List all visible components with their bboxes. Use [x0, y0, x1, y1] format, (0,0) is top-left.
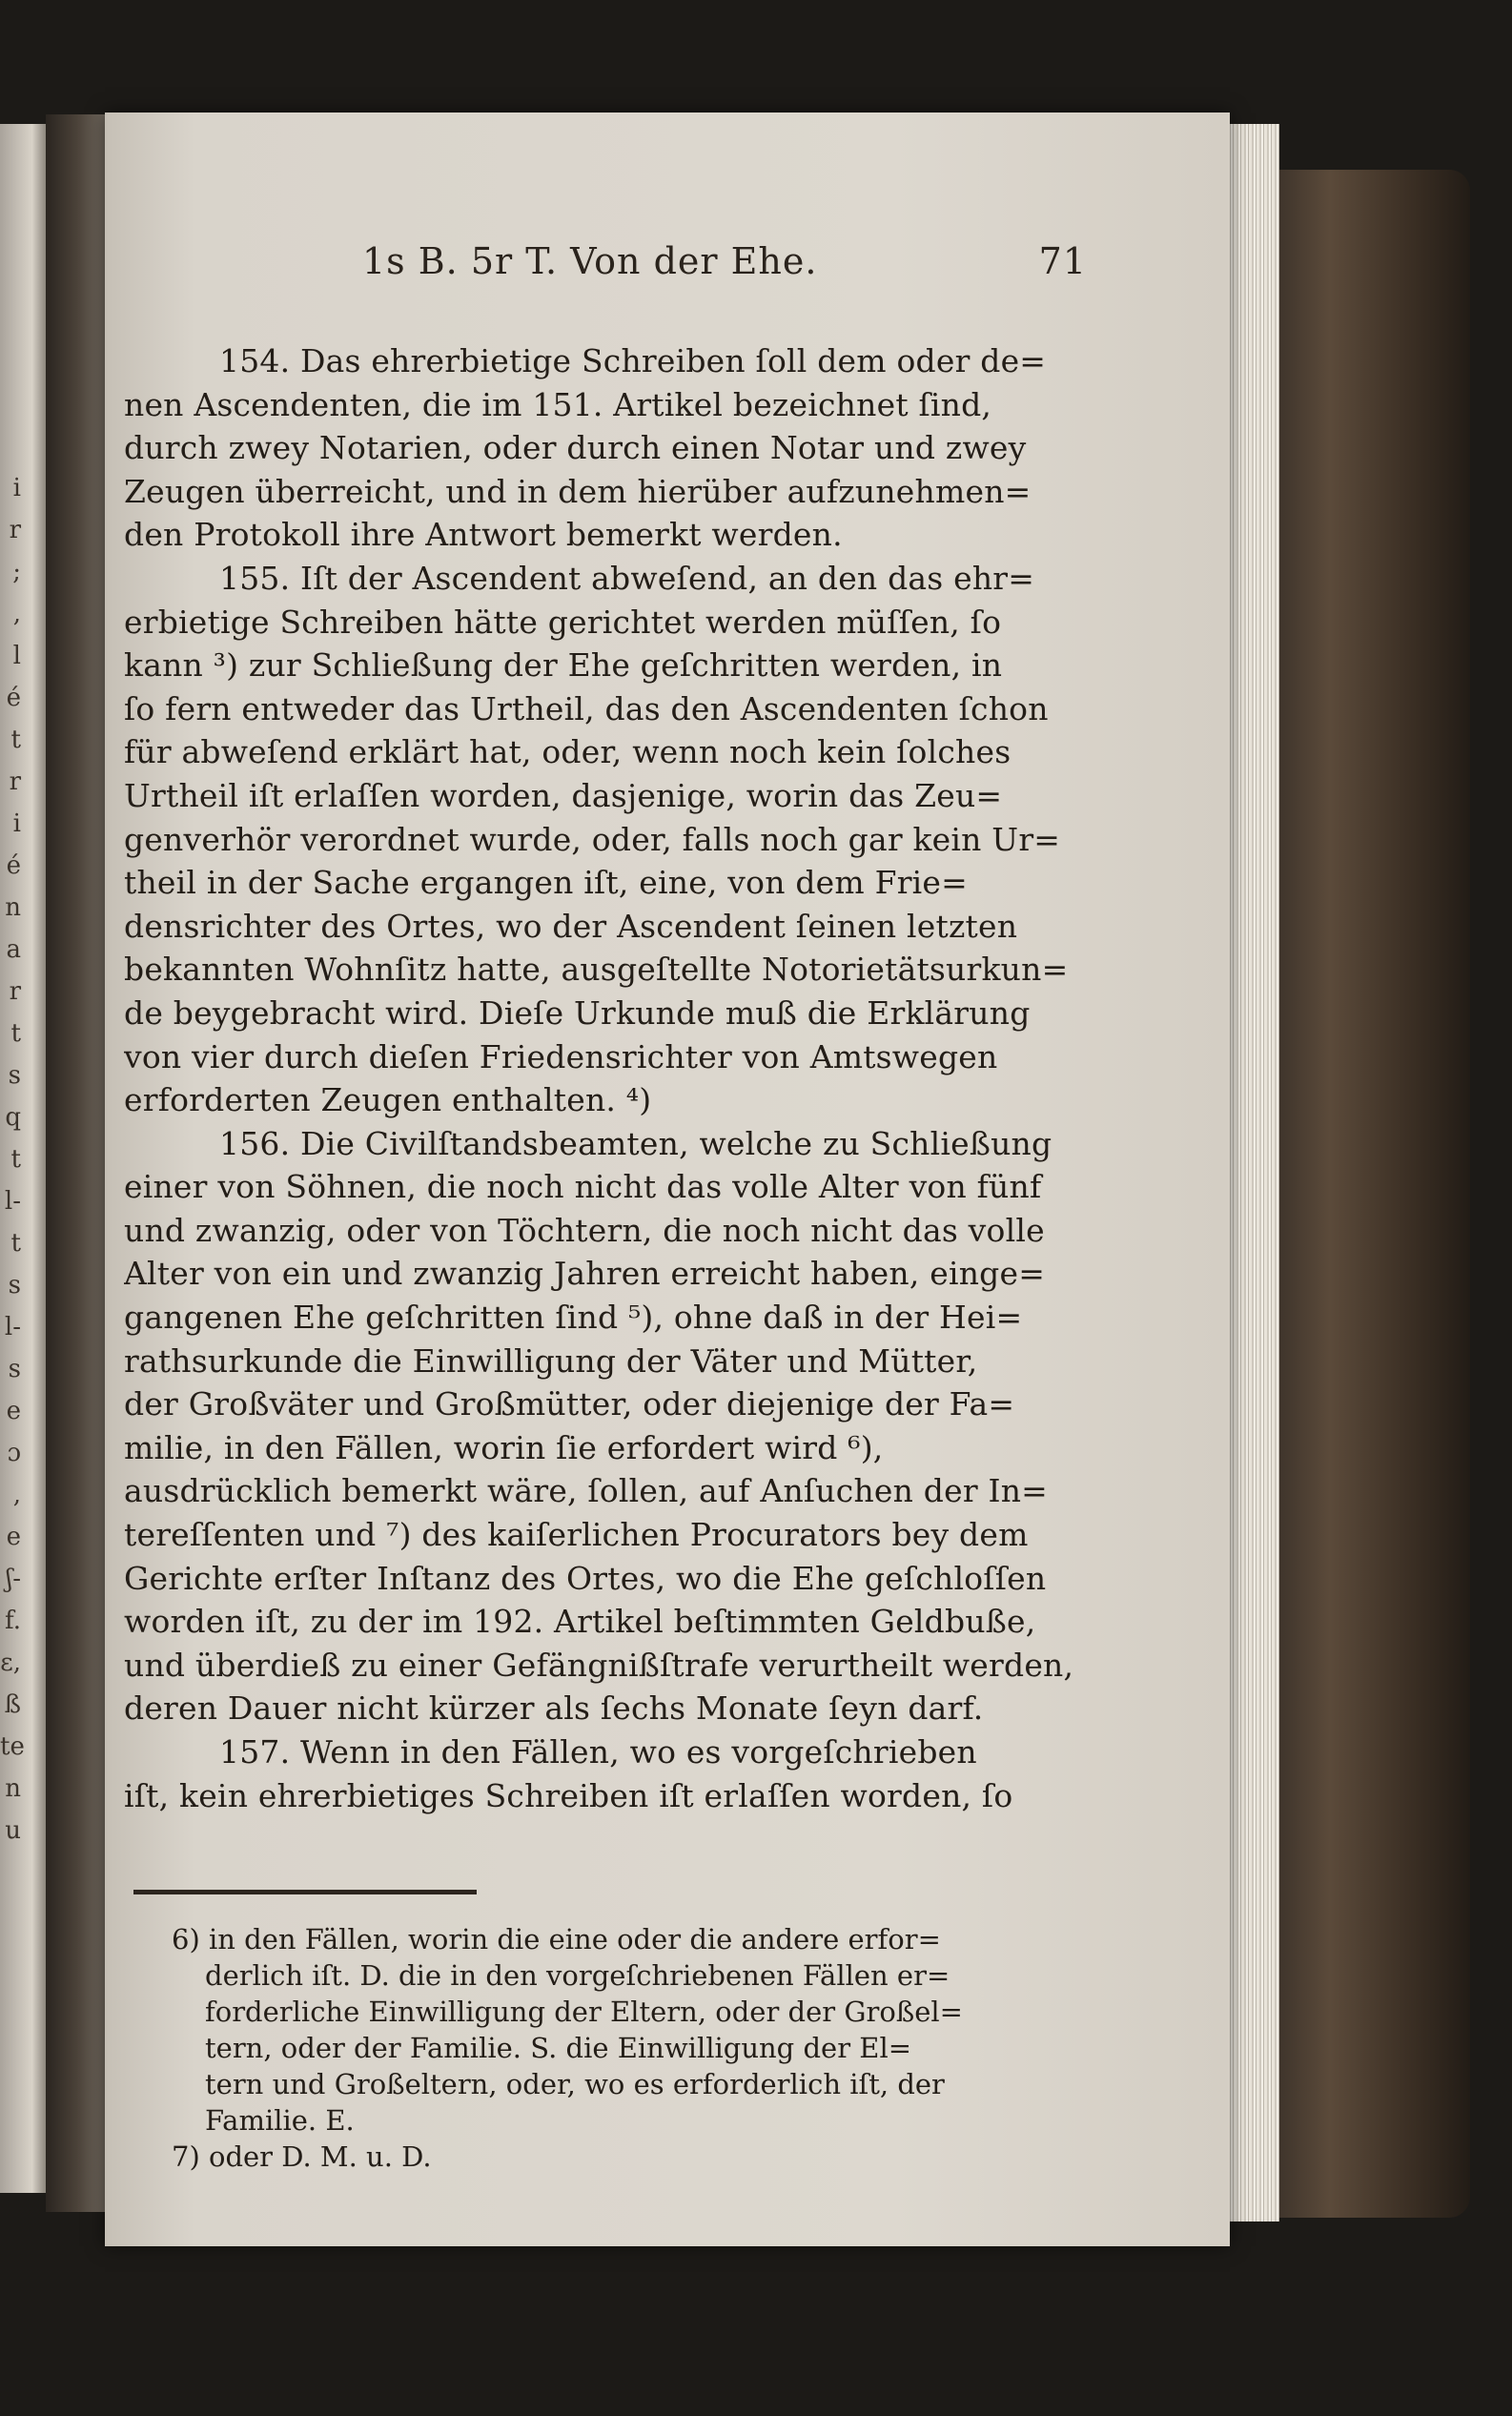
left-page-fragment: e	[6, 1523, 21, 1551]
footnote-line: tern und Großeltern, oder, wo es erforderlich iſt, der	[205, 2068, 945, 2101]
text-line: genverhör verordnet wurde, oder, falls noch gar kein Ur=	[124, 820, 1061, 858]
text-line: von vier durch dieſen Friedensrichter von Amtswegen	[124, 1037, 998, 1075]
text-line: nen Ascendenten, die im 151. Artikel bezeichnet ſind,	[124, 385, 992, 423]
footnote-line: derlich iſt. D. die in den vorgeſchriebenen Fällen er=	[205, 1959, 950, 1993]
text-line: rathsurkunde die Einwilligung der Väter und Mütter,	[124, 1341, 978, 1380]
text-line: einer von Söhnen, die noch nicht das volle Alter von fünf	[124, 1168, 1042, 1206]
text-line: Urtheil iſt erlaſſen worden, dasjenige, worin das Zeu=	[124, 776, 1003, 814]
running-head-title: 1s B. 5r T. Von der Ehe.	[362, 240, 818, 282]
left-page-fragment: é	[6, 851, 21, 880]
book-cover	[1270, 170, 1470, 2218]
page-content	[124, 240, 1087, 2175]
left-page-fragment: i	[12, 474, 21, 502]
footnote-line: forderliche Einwilligung der Eltern, oder der Großel=	[205, 1996, 963, 2029]
text-line: tereſſenten und ⁷) des kaiſerlichen Procurators bey dem	[124, 1516, 1029, 1554]
text-line: milie, in den Fällen, worin ſie erfordert wird ⁶),	[124, 1428, 884, 1466]
text-line: erbietige Schreiben hätte gerichtet werden müſſen, ſo	[124, 603, 1002, 641]
text-line: iſt, kein ehrerbietiges Schreiben iſt erlaſſen worden, ſo	[124, 1776, 1013, 1814]
text-line: de beygebracht wird. Dieſe Urkunde muß die Erklärung	[124, 993, 1031, 1032]
text-line: Gerichte erſter Inſtanz des Ortes, wo die Ehe geſchloſſen	[124, 1559, 1047, 1597]
left-page-fragment: ,	[12, 600, 21, 628]
left-page-fragment: s	[8, 1271, 21, 1300]
left-page-fragment: ɛ,	[0, 1648, 21, 1677]
left-page-fragment: t	[10, 1229, 21, 1258]
left-page-fragment: l-	[4, 1313, 21, 1341]
text-line: durch zwey Notarien, oder durch einen Notar und zwey	[124, 429, 1027, 467]
footnotes	[124, 1921, 1077, 2175]
page-number: 71	[1038, 240, 1087, 282]
text-line: gangenen Ehe geſchritten ſind ⁵), ohne daß in der Hei=	[124, 1299, 1023, 1337]
left-page-fragment: t	[10, 1019, 21, 1048]
left-page-fragment: a	[6, 935, 21, 964]
left-page-fragment: t	[10, 726, 21, 754]
left-page-fragment: ß	[4, 1690, 21, 1719]
text-line: Zeugen überreicht, und in dem hierüber aufzunehmen=	[124, 472, 1032, 510]
text-line: und zwanzig, oder von Töchtern, die noch nicht das volle	[124, 1211, 1045, 1249]
left-page-fragments	[0, 467, 25, 1852]
footnote-rule	[133, 1890, 477, 1894]
text-line: und überdieß zu einer Gefängnißſtrafe verurtheilt werden,	[124, 1646, 1074, 1684]
left-page-fragment: r	[9, 977, 21, 1006]
left-page-fragment: e	[6, 1397, 21, 1425]
left-page-fragment: r	[9, 768, 21, 796]
left-page-fragment: ;	[12, 558, 21, 586]
text-line: ſo fern entweder das Urtheil, das den Ascendenten ſchon	[124, 689, 1049, 727]
left-page-fragment: f.	[5, 1607, 21, 1635]
text-line: worden iſt, zu der im 192. Artikel beſtimmten Geldbuße,	[124, 1603, 1036, 1641]
left-page	[0, 124, 46, 2193]
left-page-fragment: n	[5, 1774, 21, 1803]
text-line: 157. Wenn in den Fällen, wo es vorgeſchrieben	[219, 1733, 977, 1771]
left-page-fragment: n	[5, 893, 21, 922]
left-page-fragment: te	[0, 1732, 25, 1761]
text-line: 154. Das ehrerbietige Schreiben ſoll dem oder de=	[219, 342, 1047, 379]
footnote-line: Familie. E.	[205, 2104, 355, 2138]
left-page-fragment: ,	[12, 1481, 21, 1509]
text-line: 155. Iſt der Ascendent abweſend, an den das ehr=	[219, 559, 1035, 597]
footnote-line: tern, oder der Familie. S. die Einwilligung der El=	[205, 2032, 912, 2065]
left-page-fragment: s	[8, 1061, 21, 1090]
text-line: ausdrücklich bemerkt wäre, ſollen, auf Anſuchen der In=	[124, 1472, 1049, 1510]
left-page-fragment: é	[6, 684, 21, 712]
left-page-fragment: s	[8, 1355, 21, 1383]
left-page-fragment: l	[12, 642, 21, 670]
text-line: deren Dauer nicht kürzer als ſechs Monate ſeyn darf.	[124, 1689, 984, 1728]
text-line: der Großväter und Großmütter, oder diejenige der Fa=	[124, 1385, 1015, 1423]
text-line: den Protokoll ihre Antwort bemerkt werden.	[124, 516, 843, 554]
text-line: erforderten Zeugen enthalten. ⁴)	[124, 1081, 652, 1119]
running-head	[124, 240, 1087, 297]
text-line: für abweſend erklärt hat, oder, wenn noch kein ſolches	[124, 733, 1011, 771]
left-page-fragment: ɔ	[7, 1439, 21, 1467]
body-text	[124, 339, 1077, 1817]
text-line: Alter von ein und zwanzig Jahren erreicht haben, einge=	[124, 1255, 1046, 1293]
footnote-line: 6) in den Fällen, worin die eine oder die andere erfor=	[172, 1923, 941, 1956]
text-line: theil in der Sache ergangen iſt, eine, von dem Frie=	[124, 864, 968, 902]
left-page-fragment: q	[5, 1103, 21, 1132]
text-line: 156. Die Civilſtandsbeamten, welche zu Schließung	[219, 1124, 1052, 1162]
left-page-fragment: r	[9, 516, 21, 544]
text-line: densrichter des Ortes, wo der Ascendent ſeinen letzten	[124, 907, 1018, 945]
left-page-fragment: t	[10, 1145, 21, 1174]
text-line: bekannten Wohnſitz hatte, ausgeſtellte Notorietätsurkun=	[124, 951, 1069, 989]
left-page-fragment: ʃ-	[6, 1565, 21, 1593]
left-page-fragment: l-	[4, 1187, 21, 1216]
footnote-line: 7) oder D. M. u. D.	[172, 2140, 432, 2174]
text-line: kann ³) zur Schließung der Ehe geſchritten werden, in	[124, 646, 1003, 685]
left-page-fragment: i	[12, 809, 21, 838]
left-page-fragment: u	[5, 1816, 21, 1845]
